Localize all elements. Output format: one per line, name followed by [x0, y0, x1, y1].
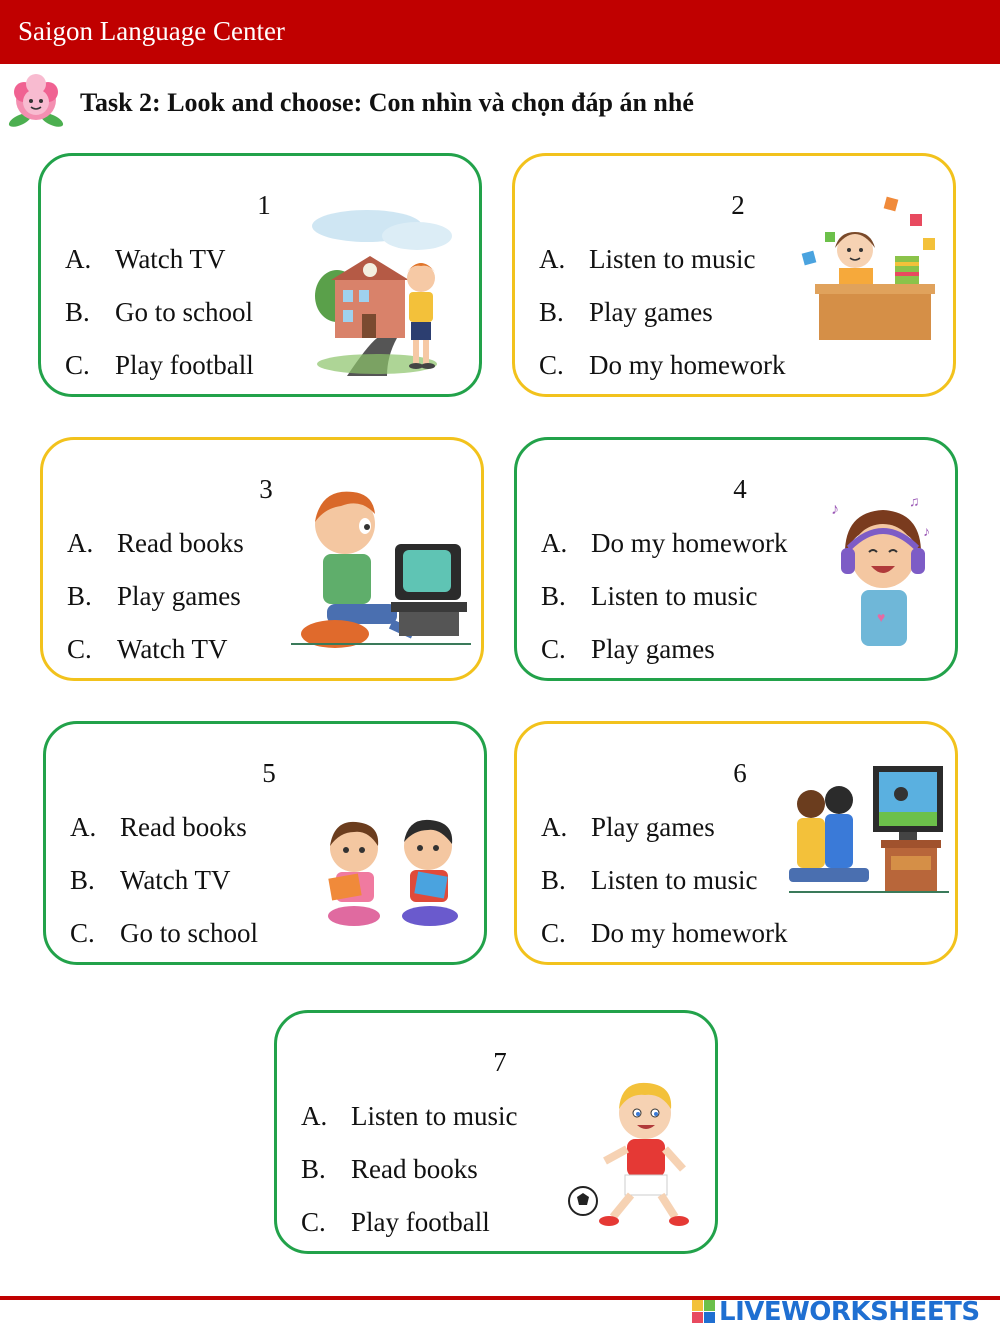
question-number: 2 [731, 190, 745, 220]
option-a[interactable]: A. Read books [70, 812, 247, 842]
option-c[interactable]: C. Watch TV [67, 634, 228, 664]
question-number: 5 [262, 758, 276, 788]
option-a[interactable]: A. Do my homework [541, 528, 788, 558]
svg-text:♫: ♫ [909, 496, 920, 510]
option-b[interactable]: B. Watch TV [70, 865, 231, 895]
option-b[interactable]: B. Play games [539, 297, 713, 327]
task-title: Task 2: Look and choose: Con nhìn và chọn đáp án nhé [80, 88, 694, 117]
option-b[interactable]: B. Go to school [65, 297, 253, 327]
kids-reading-books-image [318, 816, 468, 930]
question-card-1 [38, 153, 482, 397]
liveworksheets-logo[interactable] [692, 1294, 980, 1330]
option-c[interactable]: C. Do my homework [539, 350, 786, 380]
option-b[interactable]: B. Read books [301, 1154, 478, 1184]
svg-text:♥: ♥ [877, 611, 886, 626]
option-c[interactable]: C. Do my homework [541, 918, 788, 948]
option-c[interactable]: C. Go to school [70, 918, 258, 948]
option-a[interactable]: A. Listen to music [539, 244, 756, 274]
option-c[interactable]: C. Play games [541, 634, 715, 664]
question-card-3 [40, 437, 484, 681]
flower-icon [6, 70, 66, 132]
question-card-4 [514, 437, 958, 681]
option-a[interactable]: A. Play games [541, 812, 715, 842]
question-card-5 [43, 721, 487, 965]
liveworksheets-logo-icon [692, 1300, 716, 1324]
option-b[interactable]: B. Listen to music [541, 581, 758, 611]
header-title: Saigon Language Center [18, 16, 285, 46]
question-number: 6 [733, 758, 747, 788]
option-a[interactable]: A. Listen to music [301, 1101, 518, 1131]
option-a[interactable]: A. Read books [67, 528, 244, 558]
question-number: 4 [733, 474, 747, 504]
question-card-6 [514, 721, 958, 965]
boy-going-to-school-image [307, 206, 457, 376]
boy-watching-tv-image [291, 484, 471, 656]
header-bar [0, 0, 1000, 64]
kids-playing-video-games-image [789, 764, 949, 898]
question-number: 7 [493, 1047, 507, 1077]
question-number: 3 [259, 474, 273, 504]
question-number: 1 [257, 190, 271, 220]
girl-doing-homework-image [795, 192, 955, 344]
option-b[interactable]: B. Listen to music [541, 865, 758, 895]
option-a[interactable]: A. Watch TV [65, 244, 226, 274]
svg-text:♪: ♪ [923, 525, 930, 540]
option-c[interactable]: C. Play football [301, 1207, 490, 1237]
question-card-2 [512, 153, 956, 397]
svg-text:♪: ♪ [831, 501, 839, 518]
option-b[interactable]: B. Play games [67, 581, 241, 611]
liveworksheets-brand: LIVEWORKSHEETS [719, 1297, 980, 1327]
option-c[interactable]: C. Play football [65, 350, 254, 380]
question-card-7 [274, 1010, 718, 1254]
girl-with-headphones-image [827, 496, 939, 656]
boy-playing-football-image [565, 1079, 705, 1229]
